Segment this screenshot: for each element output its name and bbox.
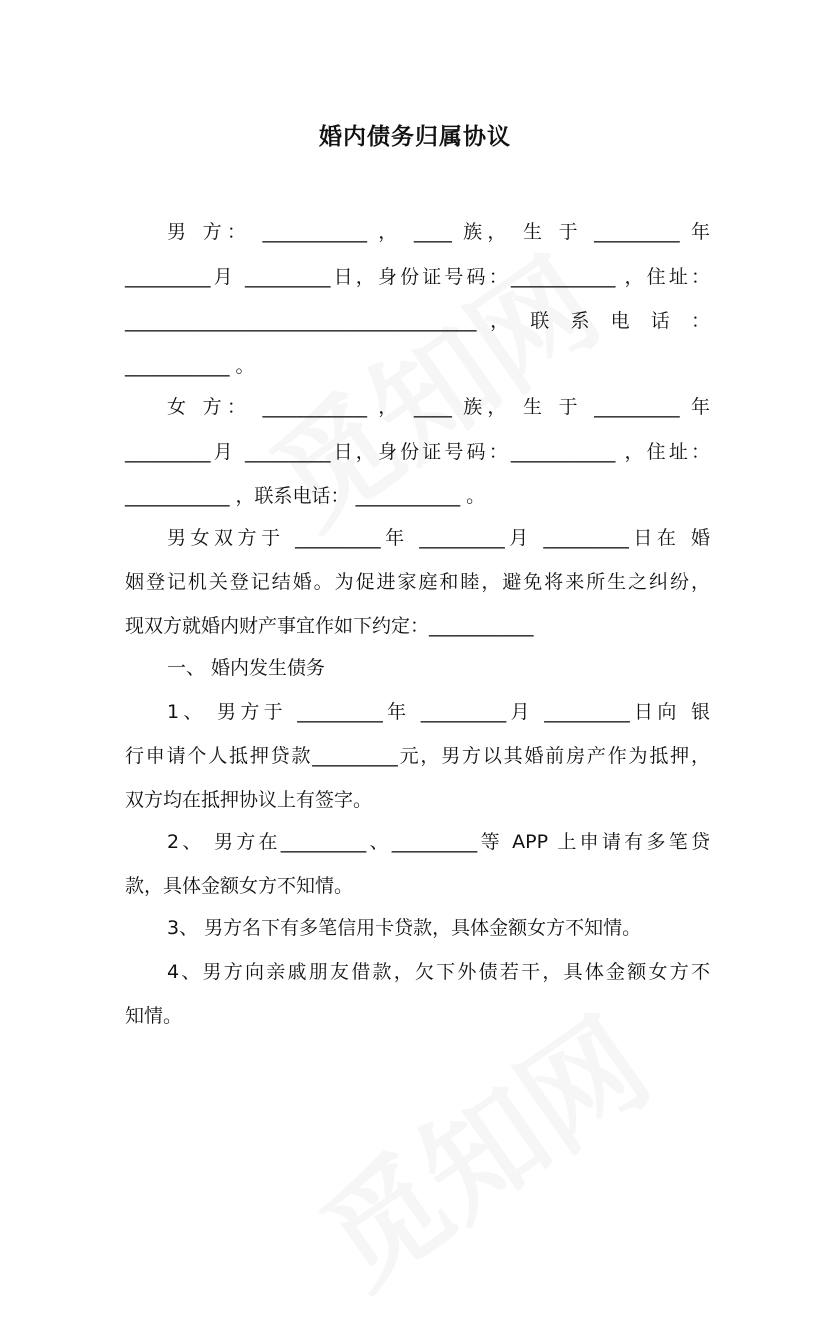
husband-info-line-2: _________月 _________日，身份证号码：___________ ，住址： (125, 266, 710, 288)
clause-2-line-2: 款，具体金额女方不知情。 (125, 875, 354, 897)
wife-info-line-1: 女 方： ___________ ， ____ 族， 生 于 _________ 年 (167, 396, 710, 418)
clause-1-line-2: 行申请个人抵押贷款_________元，男方以其婚前房产作为抵押， (125, 745, 710, 767)
clause-4-line-1: 4、男方向亲戚朋友借款，欠下外债若干，具体金额女方不 (167, 961, 710, 983)
marriage-paragraph-line-1: 男女双方于 _________年 _________月 _________日在 婚 (167, 527, 710, 549)
husband-info-line-1: 男 方： ___________ ， ____ 族， 生 于 _________ 年 (167, 221, 710, 243)
clause-4-line-2: 知情。 (125, 1005, 183, 1027)
husband-info-line-3: _____________________________________ ， 联 系 电 话 ： (125, 310, 710, 332)
clause-1-line-3: 双方均在抵押协议上有签字。 (125, 789, 373, 811)
clause-3: 3、 男方名下有多笔信用卡贷款，具体金额女方不知情。 (167, 917, 642, 939)
wife-info-line-2: _________月 _________日，身份证号码：___________ ，住址： (125, 441, 710, 463)
section-heading-debts: 一、 婚内发生债务 (167, 657, 326, 679)
clause-1-line-1: 1、 男方于 _________年 _________月 _________日向 银 (167, 701, 710, 723)
marriage-paragraph-line-2: 姻登记机关登记结婚。为促进家庭和睦，避免将来所生之纠纷， (125, 571, 710, 593)
wife-info-line-3: ___________ ，联系电话： ___________ 。 (125, 485, 486, 507)
marriage-paragraph-line-3: 现双方就婚内财产事宜作如下约定：___________ (125, 615, 534, 637)
husband-info-line-4: ___________ 。 (125, 355, 255, 377)
clause-2-line-1: 2、 男方在_________、_________等 APP 上申请有多笔贷 (167, 831, 710, 853)
document-title: 婚内债务归属协议 (319, 124, 511, 150)
